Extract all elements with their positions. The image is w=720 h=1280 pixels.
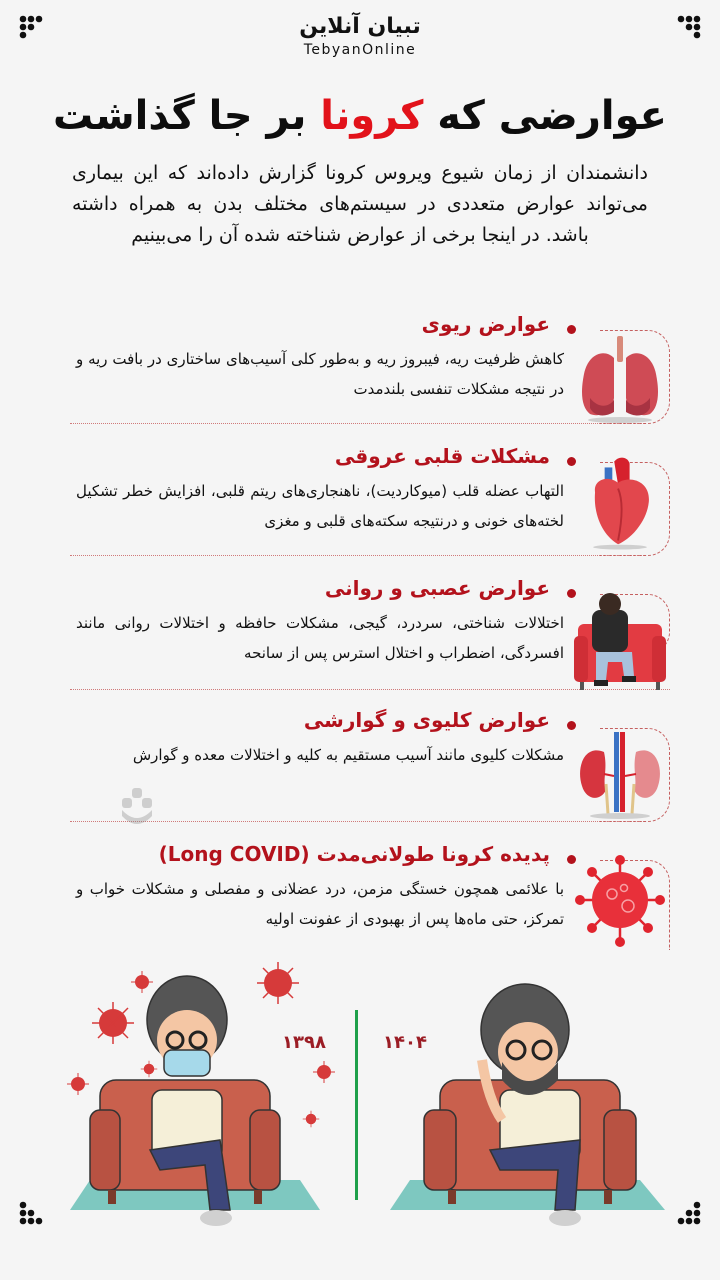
tired-bearded-man-on-armchair-icon <box>390 970 670 1250</box>
virus-particle-icon <box>255 960 301 1006</box>
timeline-divider <box>355 1010 358 1200</box>
virus-icon <box>574 854 666 950</box>
section-divider <box>70 555 642 556</box>
brand-logo <box>0 14 720 58</box>
title-accent: کرونا <box>320 93 424 139</box>
before-after-illustration <box>0 960 720 1260</box>
year-label-after: ۱۴۰۴ <box>383 1032 427 1053</box>
section-body: التهاب عضله قلب (میوکاردیت)، ناهنجاری‌های ریتم قلبی، افزایش خطر تشکیل لخته‌های خونی و درنتیجه سکته‌های قلبی و مغزی <box>76 482 564 530</box>
virus-particle-icon <box>130 970 154 994</box>
virus-particle-icon <box>302 1110 320 1128</box>
heart-icon <box>574 454 666 550</box>
virus-particle-icon <box>140 1060 158 1078</box>
tebyan-watermark-icon <box>118 786 158 836</box>
title-part-1: عوارضی که <box>423 93 667 139</box>
virus-particle-icon <box>312 1060 336 1084</box>
section-heading: عوارض عصبی و روانی <box>324 576 550 600</box>
section-body: اختلالات شناختی، سردرد، گیجی، مشکلات حافظه و اختلالات روانی مانند افسردگی، اضطراب و اختلال استرس پس از سانحه <box>76 614 564 662</box>
section-body: کاهش ظرفیت ریه، فیبروز ریه و به‌طور کلی آسیب‌های ساختاری در بافت ریه و در نتیجه مشکلات تنفسی بلندمدت <box>76 350 564 398</box>
section-body: مشکلات کلیوی مانند آسیب مستقیم به کلیه و اختلالات معده و گوارش <box>132 746 564 764</box>
kidneys-icon <box>574 724 666 820</box>
section-pulmonary <box>70 308 670 424</box>
virus-particle-icon <box>90 1000 136 1046</box>
distressed-person-icon <box>574 584 666 690</box>
year-label-before: ۱۳۹۸ <box>282 1032 326 1053</box>
section-body: با علائمی همچون خستگی مزمن، درد عضلانی و مفصلی و مشکلات خواب و تمرکز، حتی ماه‌ها پس از بهبودی از عفونت اولیه <box>76 880 564 928</box>
brand-name-fa: تبیان آنلاین <box>299 14 421 39</box>
section-cardiovascular <box>70 440 670 556</box>
brand-name-en: TebyanOnline <box>303 42 417 58</box>
section-renal-gi <box>70 704 670 822</box>
title-part-2: بر جا گذاشت <box>53 93 321 139</box>
section-divider <box>70 423 642 424</box>
section-heading: عوارض کلیوی و گوارشی <box>303 708 550 732</box>
section-long-covid <box>70 838 670 950</box>
intro-paragraph: دانشمندان از زمان شیوع ویروس کرونا گزارش داده‌اند که این بیماری می‌تواند عوارض متعددی در سیستم‌های مختلف بدن به همراه داشته باشد. در اینجا برخی از عوارض شناخته شده آن را می‌بینیم <box>72 162 648 246</box>
page-title <box>0 88 720 144</box>
section-heading: مشکلات قلبی عروقی <box>334 444 550 468</box>
lungs-icon <box>574 328 666 424</box>
section-neuro-psych <box>70 572 670 690</box>
section-heading: عوارض ریوی <box>421 312 550 336</box>
section-heading: پدیده کرونا طولانی‌مدت (Long COVID) <box>158 842 550 866</box>
virus-particle-icon <box>66 1072 90 1096</box>
